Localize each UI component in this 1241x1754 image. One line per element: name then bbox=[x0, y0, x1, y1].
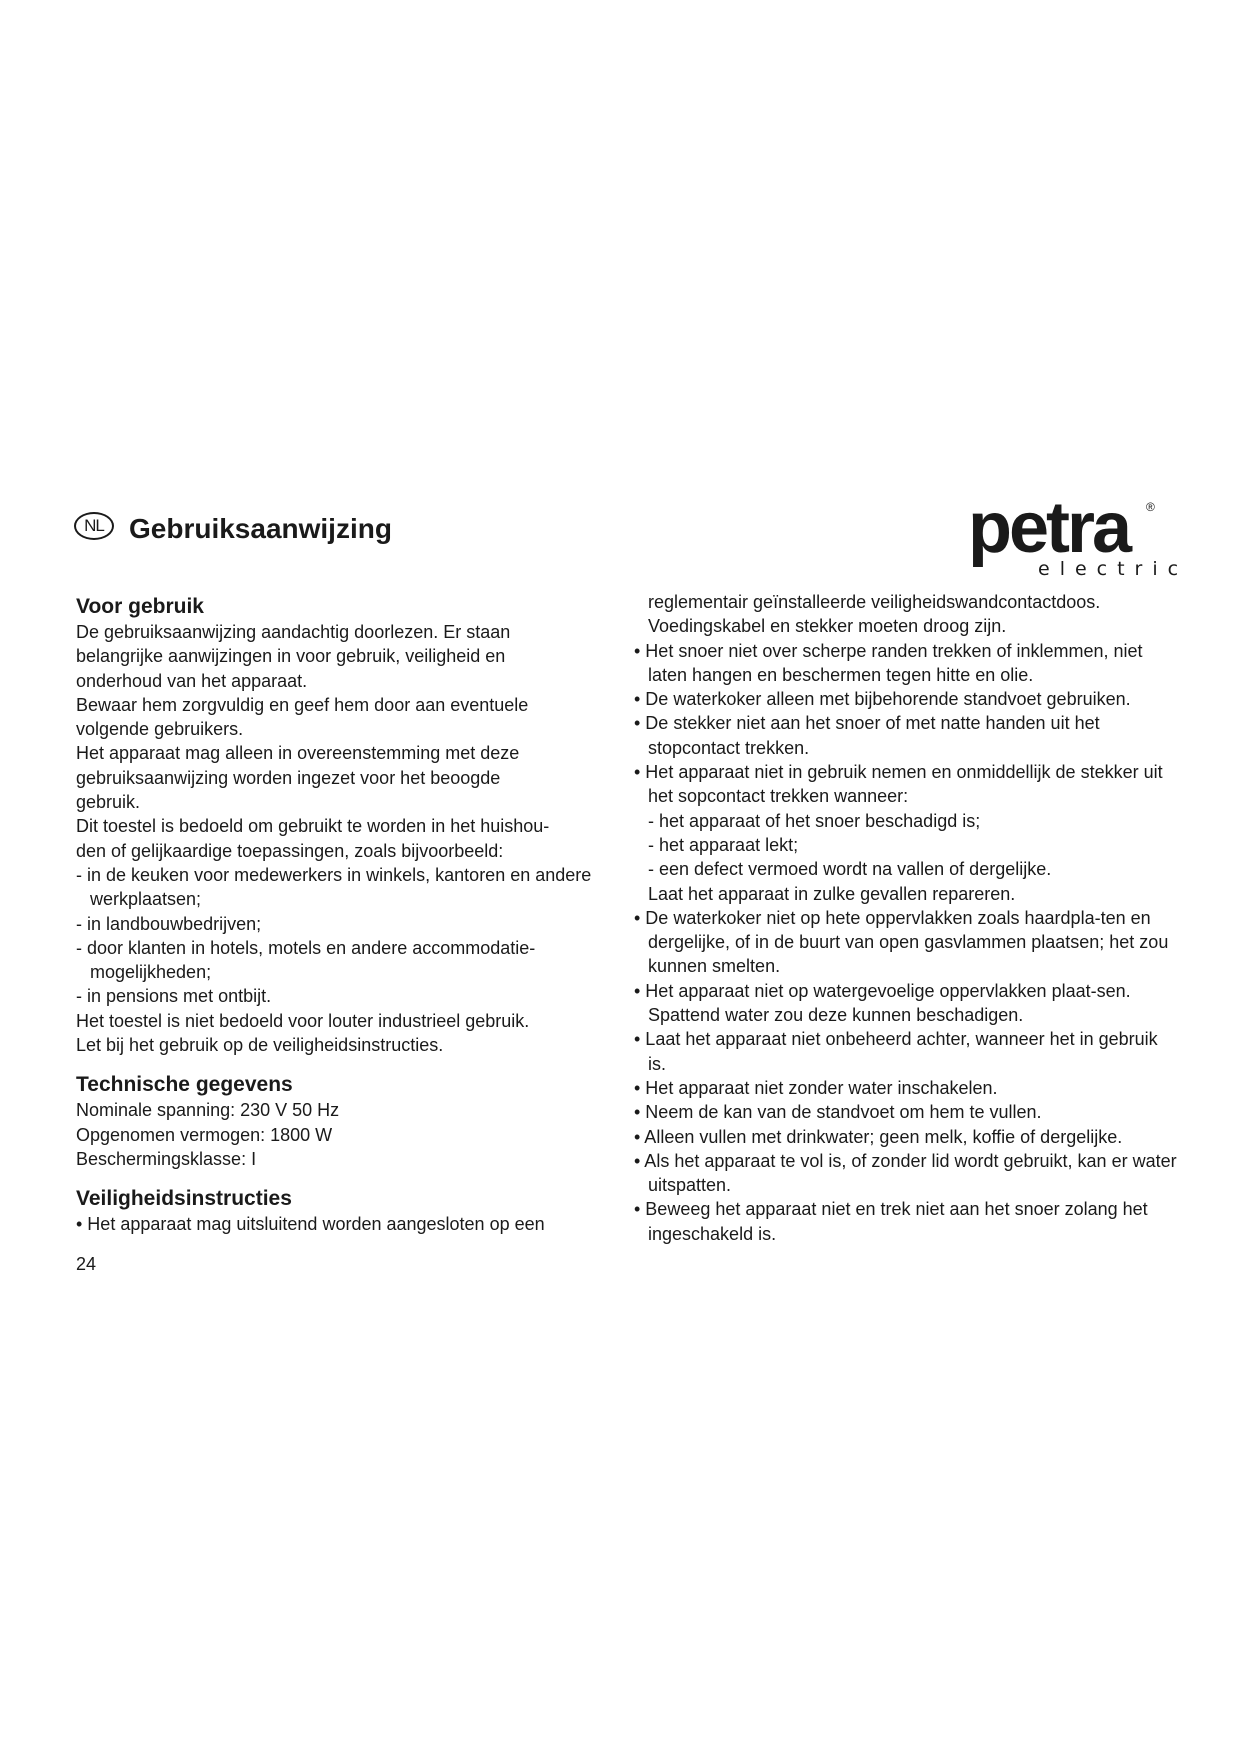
spec-line: Beschermingsklasse: I bbox=[76, 1148, 257, 1169]
brand-logo bbox=[968, 488, 1189, 582]
page-title: Gebruiksaanwijzing bbox=[129, 513, 392, 544]
section-heading-veiligheidsinstructies: Veiligheidsinstructies bbox=[76, 1187, 292, 1211]
left-column bbox=[76, 594, 616, 1237]
sub-item: - het apparaat of het snoer beschadigd is; bbox=[648, 810, 981, 831]
text-line: den of gelijkaardige toepassingen, zoals bijvoorbeeld: bbox=[76, 840, 504, 861]
text-line: Het apparaat mag alleen in overeenstemming met deze bbox=[76, 743, 520, 764]
bullet-item: • Het apparaat niet op watergevoelige oppervlakken plaat-sen. Spattend water zou deze kunnen beschadigen. bbox=[634, 980, 1131, 1026]
list-item: - in pensions met ontbijt. bbox=[76, 986, 272, 1007]
logo-wordmark: petra bbox=[968, 488, 1130, 568]
bullet-item: • Neem de kan van de standvoet om hem te vullen. bbox=[634, 1102, 1042, 1123]
logo-registered-mark: ® bbox=[1146, 500, 1155, 514]
bullet-item: • Het apparaat niet in gebruik nemen en onmiddellijk de stekker uit het sopcontact trekken wanneer: bbox=[634, 762, 1163, 807]
bullet-item: • Laat het apparaat niet onbeheerd achter, wanneer het in gebruik is. bbox=[634, 1029, 1158, 1074]
bullet-item: • Beweeg het apparaat niet en trek niet aan het snoer zolang het ingeschakeld is. bbox=[634, 1199, 1148, 1244]
text-line: Bewaar hem zorgvuldig en geef hem door aan eventuele bbox=[76, 694, 529, 715]
bullet-item: • De waterkoker alleen met bijbehorende standvoet gebruiken. bbox=[634, 689, 1131, 710]
text-line: belangrijke aanwijzingen in voor gebruik, veiligheid en bbox=[76, 646, 506, 667]
repair-note: Laat het apparaat in zulke gevallen repareren. bbox=[648, 883, 1016, 904]
text-line: Dit toestel is bedoeld om gebruikt te worden in het huishou- bbox=[76, 816, 550, 837]
list-item: - in landbouwbedrijven; bbox=[76, 913, 262, 934]
bullet-item: • Het apparaat niet zonder water inschakelen. bbox=[634, 1077, 998, 1098]
bullet-item: • Het apparaat mag uitsluitend worden aangesloten op een bbox=[76, 1214, 545, 1235]
text-line: onderhoud van het apparaat. bbox=[76, 670, 308, 691]
right-column bbox=[634, 590, 1179, 1246]
sub-item: - een defect vermoed wordt na vallen of dergelijke. bbox=[648, 859, 1052, 880]
section-heading-technische-gegevens: Technische gegevens bbox=[76, 1073, 293, 1097]
text-line: Let bij het gebruik op de veiligheidsinstructies. bbox=[76, 1035, 444, 1056]
continuation-text: reglementair geïnstalleerde veiligheidswandcontactdoos. Voedingskabel en stekker moeten droog zijn. bbox=[648, 592, 1101, 637]
logo-subtitle: electric bbox=[1038, 558, 1189, 580]
list-item: - door klanten in hotels, motels en andere accommodatie-mogelijkheden; bbox=[76, 937, 536, 983]
spec-line: Nominale spanning: 230 V 50 Hz bbox=[76, 1100, 340, 1121]
bullet-item: • Alleen vullen met drinkwater; geen melk, koffie of dergelijke. bbox=[634, 1126, 1123, 1147]
page-number: 24 bbox=[76, 1254, 97, 1274]
spec-line: Opgenomen vermogen: 1800 W bbox=[76, 1124, 333, 1145]
sub-item: - het apparaat lekt; bbox=[648, 834, 799, 855]
text-line: gebruiksaanwijzing worden ingezet voor het beoogde bbox=[76, 767, 501, 788]
text-line: gebruik. bbox=[76, 792, 141, 813]
bullet-item: • Het snoer niet over scherpe randen trekken of inklemmen, niet laten hangen en beschermen tegen hitte en olie. bbox=[634, 640, 1143, 685]
text-line: Het toestel is niet bedoeld voor louter industrieel gebruik. bbox=[76, 1010, 530, 1031]
bullet-item: • De stekker niet aan het snoer of met natte handen uit het stopcontact trekken. bbox=[634, 713, 1100, 758]
text-line: volgende gebruikers. bbox=[76, 719, 244, 740]
section-heading-voor-gebruik: Voor gebruik bbox=[76, 595, 204, 618]
list-item: - in de keuken voor medewerkers in winkels, kantoren en andere werkplaatsen; bbox=[76, 864, 592, 910]
bullet-item: • Als het apparaat te vol is, of zonder lid wordt gebruikt, kan er water uitspatten. bbox=[634, 1150, 1177, 1196]
language-badge: NL bbox=[74, 512, 114, 540]
text-line: De gebruiksaanwijzing aandachtig doorlezen. Er staan bbox=[76, 622, 511, 642]
bullet-item: • De waterkoker niet op hete oppervlakken zoals haardpla-ten en dergelijke, of in de buurt van open gasvlammen plaatsen; het zou kunnen smelten. bbox=[634, 907, 1169, 977]
